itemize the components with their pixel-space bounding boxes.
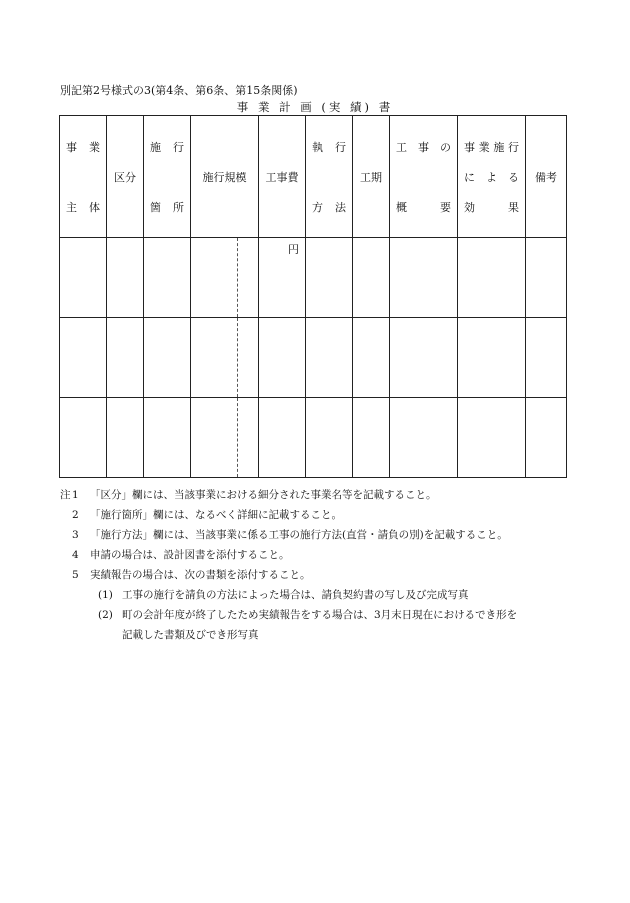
header-jigyo-shutai: 事 業 主 体: [60, 116, 107, 238]
header-shikko-hoho: 執 行 方 法: [306, 116, 353, 238]
header-row: [60, 116, 567, 238]
note-item: 3 「施行方法」欄には、当該事業に係る工事の施行方法(直営・請負の別)を記載すること。: [72, 529, 508, 541]
sub-note-continuation: 記載した書類及びでき形写真: [122, 629, 259, 641]
header-sekou-kasho: 施 行 箇 所: [144, 116, 191, 238]
divider-dashed: [237, 398, 238, 477]
form-title: 事 業 計 画 (実 績) 書: [236, 100, 394, 114]
table-row: [60, 318, 567, 398]
header-sekou-kibo: 施行規模: [191, 116, 259, 238]
header-koji-gaiyo: 工 事 の 概 要: [390, 116, 458, 238]
divider-dashed: [237, 238, 238, 317]
yen-unit: 円: [288, 243, 299, 256]
header-koka: 事業施行 に よ る 効 果: [458, 116, 526, 238]
header-kojihi: 工事費: [259, 116, 306, 238]
notes-section: [60, 485, 517, 645]
note-item: 2 「施行箇所」欄には、なるべく詳細に記載すること。: [72, 509, 342, 521]
header-kubun: 区分: [107, 116, 144, 238]
project-plan-table: [59, 115, 567, 478]
header-koki: 工期: [353, 116, 390, 238]
header-biko: 備考: [526, 116, 567, 238]
sub-note-item: (2) 町の会計年度が終了したため実績報告をする場合は、3月末日現在におけるでき形を: [98, 609, 518, 621]
form-label: 別記第2号様式の3(第4条、第6条、第15条関係): [60, 84, 298, 97]
note-item: 注 1 「区分」欄には、当該事業における細分された事業名等を記載すること。: [60, 485, 517, 505]
table-row: [60, 238, 567, 318]
divider-dashed: [237, 318, 238, 397]
sub-note-item: (1) 工事の施行を請負の方法によった場合は、請負契約書の写し及び完成写真: [98, 589, 469, 601]
notes-label: 注: [60, 489, 71, 501]
note-item: 4 申請の場合は、設計図書を添付すること。: [72, 549, 290, 561]
table-row: [60, 398, 567, 478]
note-item: 5 実績報告の場合は、次の書類を添付すること。: [72, 569, 311, 581]
